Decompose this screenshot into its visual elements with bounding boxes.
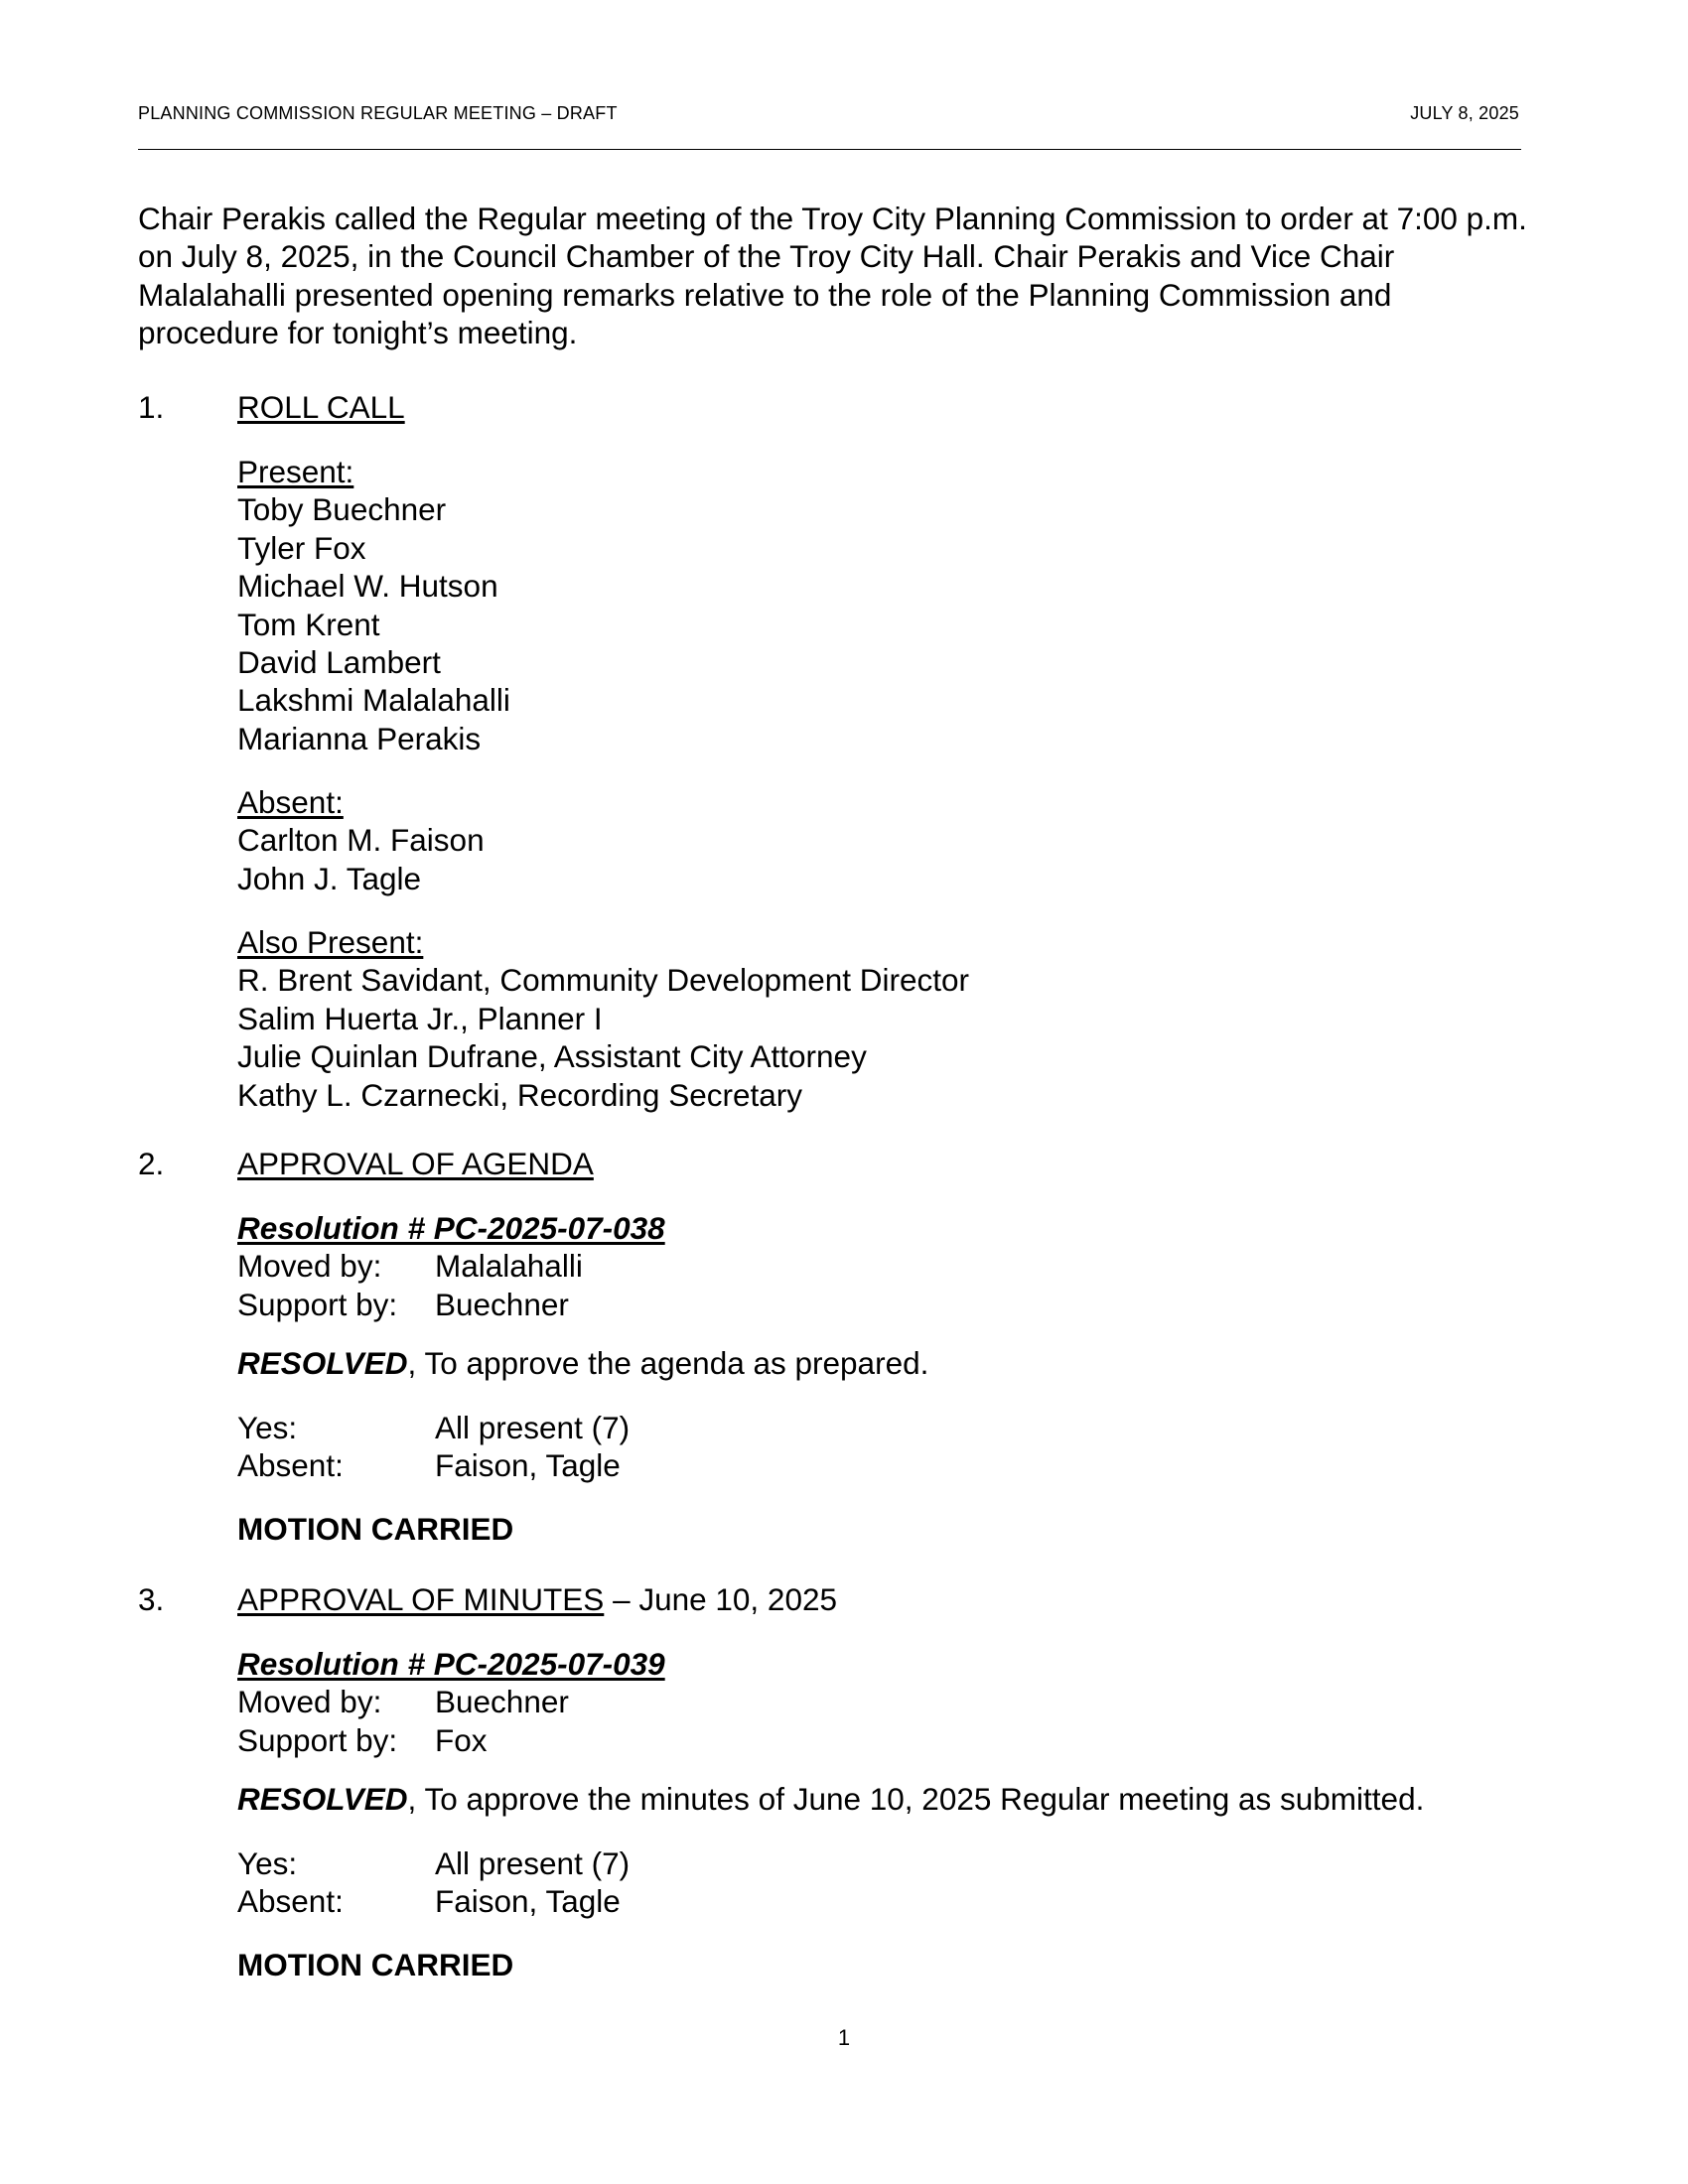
resolution-038: [237, 1209, 665, 1323]
vote-result: [237, 1409, 630, 1485]
resolved-word: RESOLVED: [237, 1781, 408, 1817]
resolution-id: Resolution # PC-2025-07-039: [237, 1646, 665, 1682]
support-by-value: Fox: [435, 1721, 488, 1758]
also-present-label: Also Present:: [237, 924, 424, 960]
absent-vote-label: Absent:: [237, 1447, 344, 1484]
present-member: Marianna Perakis: [237, 720, 482, 756]
also-present-person: Kathy L. Czarnecki, Recording Secretary: [237, 1076, 802, 1113]
yes-value: All present (7): [435, 1845, 631, 1881]
present-member: Tyler Fox: [237, 529, 366, 566]
present-member: Michael W. Hutson: [237, 568, 498, 605]
support-by-label: Support by:: [237, 1721, 398, 1758]
intro-paragraph: [138, 200, 1528, 352]
header-divider: [138, 149, 1521, 150]
resolved-text: , To approve the minutes of June 10, 2025 Regular meeting as submitted.: [407, 1781, 1425, 1817]
resolved-text: , To approve the agenda as prepared.: [407, 1345, 929, 1381]
section-3-title-text: APPROVAL OF MINUTES: [237, 1581, 605, 1617]
also-present-person: Julie Quinlan Dufrane, Assistant City Attorney: [237, 1038, 867, 1075]
yes-row: [237, 1409, 630, 1446]
yes-label: Yes:: [237, 1845, 298, 1881]
absent-label: Absent:: [237, 784, 344, 820]
resolved-word: RESOLVED: [237, 1345, 408, 1381]
resolved-statement: [237, 1780, 1424, 1818]
present-member: Tom Krent: [237, 606, 380, 642]
moved-by-label: Moved by:: [237, 1684, 382, 1720]
absent-member: John J. Tagle: [237, 860, 422, 896]
moved-by-value: Buechner: [435, 1684, 569, 1720]
moved-by-label: Moved by:: [237, 1248, 382, 1285]
support-by-row: [237, 1286, 665, 1323]
vote-result: [237, 1844, 630, 1921]
present-member: David Lambert: [237, 644, 441, 681]
section-3-title: [237, 1581, 837, 1618]
motion-carried: MOTION CARRIED: [237, 1947, 514, 1982]
section-2-title: [237, 1146, 594, 1182]
moved-by-row: [237, 1683, 665, 1720]
absent-vote-value: Faison, Tagle: [435, 1447, 621, 1484]
section-3-number: 3.: [138, 1581, 165, 1617]
section-1-number: 1.: [138, 389, 165, 425]
motion-status: [237, 1510, 513, 1548]
section-2-title-text: APPROVAL OF AGENDA: [237, 1146, 594, 1181]
moved-by-row: [237, 1247, 665, 1285]
roll-call-also-present: [237, 923, 969, 1114]
motion-carried: MOTION CARRIED: [237, 1511, 514, 1547]
motion-status: [237, 1946, 513, 1983]
absent-member: Carlton M. Faison: [237, 822, 485, 859]
present-label: Present:: [237, 454, 354, 489]
also-present-person: Salim Huerta Jr., Planner I: [237, 1000, 603, 1036]
section-1-title: ROLL CALL: [237, 389, 405, 425]
roll-call-present: [237, 453, 510, 757]
yes-row: [237, 1844, 630, 1882]
section-3-title-suffix: – June 10, 2025: [604, 1581, 838, 1617]
absent-vote-value: Faison, Tagle: [435, 1883, 621, 1920]
header-date: JULY 8, 2025: [1410, 103, 1519, 123]
section-2-number: 2.: [138, 1146, 165, 1181]
present-member: Toby Buechner: [237, 491, 447, 528]
yes-label: Yes:: [237, 1410, 298, 1445]
absent-vote-label: Absent:: [237, 1883, 344, 1920]
present-member: Lakshmi Malalahalli: [237, 682, 510, 719]
absent-row: [237, 1882, 630, 1920]
roll-call-absent: [237, 783, 485, 897]
support-by-row: [237, 1721, 665, 1759]
resolution-039: [237, 1645, 665, 1759]
resolved-statement: [237, 1344, 928, 1382]
also-present-person: R. Brent Savidant, Community Development Director: [237, 962, 970, 999]
support-by-value: Buechner: [435, 1286, 569, 1322]
intro-text: Chair Perakis called the Regular meeting of the Troy City Planning Commission to order at 7:00 p.m. on July 8, 2025, in the Council Chamber of the Troy City Hall. Chair Perakis and Vice Chair Malalahalli presented opening remarks relative to the role of the Planning Commission and procedure for tonight’s meeting.: [138, 201, 1527, 351]
yes-value: All present (7): [435, 1410, 631, 1445]
support-by-label: Support by:: [237, 1286, 398, 1322]
header-title: PLANNING COMMISSION REGULAR MEETING – DRAFT: [138, 103, 618, 123]
moved-by-value: Malalahalli: [435, 1248, 583, 1285]
page-number: 1: [837, 2025, 851, 2050]
absent-row: [237, 1446, 630, 1484]
resolution-id: Resolution # PC-2025-07-038: [237, 1210, 665, 1246]
